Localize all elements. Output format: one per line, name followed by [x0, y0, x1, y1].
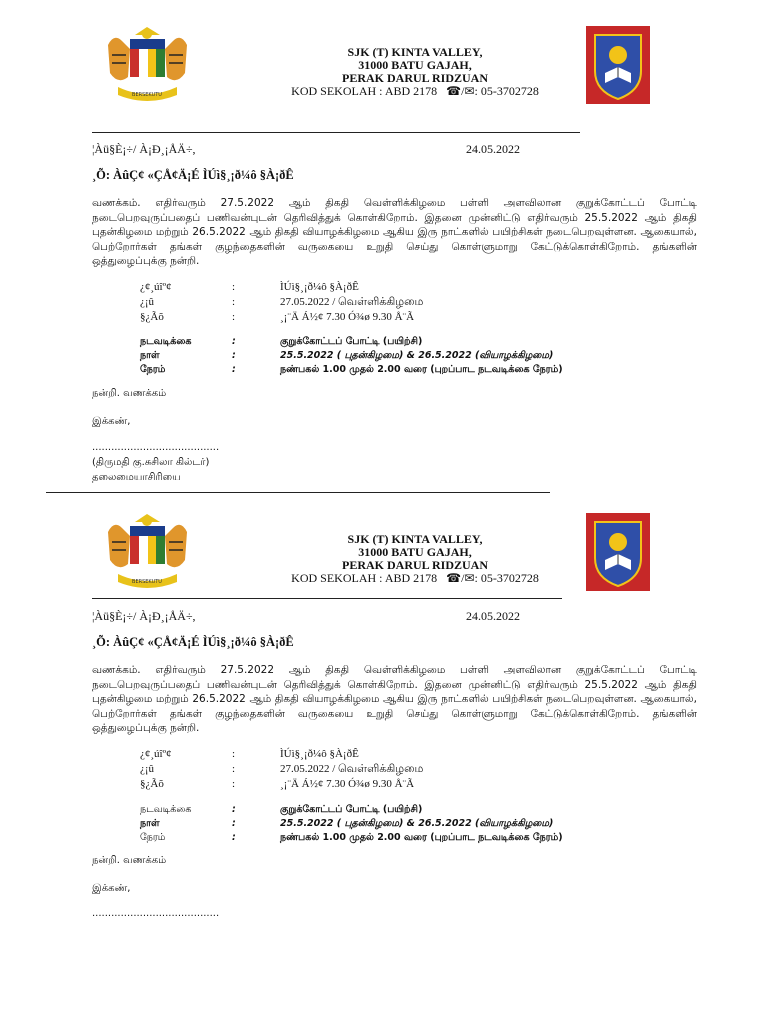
signer-name: (திருமதி கு.சுசிலா கில்டர்): [92, 457, 210, 468]
address-line-1: 31000 BATU GAJAH,: [358, 58, 472, 72]
svg-text:BERSEKUTU: BERSEKUTU: [132, 92, 162, 98]
detail-label: ¿¢¸úîº¢: [140, 748, 172, 760]
detail-sep: :: [232, 311, 236, 323]
training-label: நாள்: [140, 350, 160, 361]
letterhead: [215, 46, 615, 98]
detail-label: ¿¡û: [140, 296, 155, 308]
training-sep: :: [232, 818, 236, 829]
training-sep: :: [232, 804, 236, 815]
detail-sep: :: [232, 778, 236, 790]
signature-line: ........................................: [92, 442, 220, 453]
school-code: KOD SEKOLAH : ABD 2178: [291, 84, 438, 98]
training-label: நாள்: [140, 818, 160, 829]
signer-title: தலைமையாசிரியை: [92, 472, 181, 483]
detail-value: 27.05.2022 / வெள்ளிக்கிழமை: [280, 296, 424, 308]
signature-line: ........................................: [92, 908, 220, 919]
address-line-2: PERAK DARUL RIDZUAN: [341, 71, 488, 85]
detail-sep: :: [232, 296, 236, 308]
detail-label: ¿¢¸úîº¢: [140, 281, 172, 293]
detail-label: ¿¡û: [140, 763, 155, 775]
letterhead: [215, 533, 615, 585]
detail-label: §¿Ãõ: [140, 311, 164, 323]
recipient: ¦Àü§È¡÷/ À¡Ð¸¡ÅÄ÷,: [92, 609, 196, 623]
letter-subject: ¸Õ: ÀûÇ¢ «ÇÅ¢Ä¡É ÌÚì§¸¡ð¼ô §À¡ðÊ: [92, 168, 294, 182]
training-value: குறுக்கோட்டப் போட்டி (பயிற்சி): [280, 804, 423, 815]
header-divider: [92, 598, 562, 599]
school-crest-logo: [585, 25, 651, 105]
training-sep: :: [232, 350, 236, 361]
training-details: [140, 804, 660, 844]
phone-number: ☎/✉: 05-3702728: [446, 84, 539, 98]
svg-text:BERSEKUTU: BERSEKUTU: [132, 579, 162, 585]
letter-body: வணக்கம். எதிர்வரும் 27.5.2022 ஆம் திகதி வெள்ளிக்கிழமை பள்ளி அளவிலான குறுக்கோட்டப் போட்டி நடைபெறவுருப்பதைப் பணிவன்புடன் தெரிவித்துக் கொள்கிறோம். இதனை முன்னிட்டு எதிர்வரும் 25.5.2022 ஆம் திகதி புதன்கிழமை மற்றும் 26.5.2022 ஆம் திகதி வியாழக்கிழமை ஆகிய இரு நாட்களில் பயிற்சிகள் நடைபெறவுள்ளன. ஆகையால், பெற்றோர்கள் தங்கள் குழந்தைகளின் வருகையை உறுதி செய்து கொள்ளுமாறு கேட்டுக்கொள்கிறோம். தங்களின் ஒத்துழைப்புக்கு நன்றி.: [92, 664, 697, 734]
letter-date: 24.05.2022: [466, 142, 520, 156]
closing: நன்றி. வணக்கம்: [92, 388, 167, 399]
training-value: 25.5.2022 ( புதன்கிழமை) & 26.5.2022 (வியாழக்கிழமை): [280, 818, 554, 829]
event-details: [140, 748, 640, 791]
training-label: நேரம்: [140, 364, 166, 375]
letter-body: வணக்கம். எதிர்வரும் 27.5.2022 ஆம் திகதி வெள்ளிக்கிழமை பள்ளி அளவிலான குறுக்கோட்டப் போட்டி நடைபெறவுருப்பதைப் பணிவன்புடன் தெரிவித்துக் கொள்கிறோம். இதனை முன்னிட்டு எதிர்வரும் 25.5.2022 ஆம் திகதி புதன்கிழமை மற்றும் 26.5.2022 ஆம் திகதி வியாழக்கிழமை ஆகிய இரு நாட்களில் பயிற்சிகள் நடைபெறவுள்ளன. ஆகையால், பெற்றோர்கள் தங்கள் குழந்தைகளின் வருகையை உறுதி செய்து கொள்ளுமாறு கேட்டுக்கொள்கிறோம். தங்களின் ஒத்துழைப்புக்கு நன்றி.: [92, 197, 697, 267]
event-details: [140, 281, 640, 324]
sign-off: இக்கண்,: [92, 883, 131, 894]
malaysia-coat-of-arms-logo: [100, 512, 195, 592]
school-crest-logo: [585, 512, 651, 592]
sign-off: இக்கண்,: [92, 416, 131, 427]
closing: நன்றி. வணக்கம்: [92, 855, 167, 866]
training-sep: :: [232, 832, 236, 843]
training-value: 25.5.2022 ( புதன்கிழமை) & 26.5.2022 (வியாழக்கிழமை): [280, 350, 554, 361]
detail-value: ÌÚì§¸¡ð¼ô §À¡ðÊ: [280, 748, 359, 760]
detail-value: ¸¡¨Ä Á½¢ 7.30 Ó¾ø 9.30 Å¨Ã: [280, 311, 415, 323]
malaysia-coat-of-arms-logo: [100, 25, 195, 105]
detail-value: 27.05.2022 / வெள்ளிக்கிழமை: [280, 763, 424, 775]
address-line-1: 31000 BATU GAJAH,: [358, 545, 472, 559]
training-label: நேரம்: [140, 832, 166, 843]
recipient: ¦Àü§È¡÷/ À¡Ð¸¡ÅÄ÷,: [92, 142, 196, 156]
detail-sep: :: [232, 763, 236, 775]
address-line-2: PERAK DARUL RIDZUAN: [341, 558, 488, 572]
detail-sep: :: [232, 748, 236, 760]
school-name: SJK (T) KINTA VALLEY,: [347, 532, 483, 546]
phone-number: ☎/✉: 05-3702728: [446, 571, 539, 585]
training-sep: :: [232, 336, 236, 347]
training-sep: :: [232, 364, 236, 375]
training-value: நண்பகல் 1.00 முதல் 2.00 வரை (புறப்பாட நடவடிக்கை நேரம்): [280, 832, 563, 843]
training-label: நடவடிக்கை: [140, 336, 192, 347]
training-label: நடவடிக்கை: [140, 804, 192, 815]
detail-sep: :: [232, 281, 236, 293]
header-divider: [92, 132, 580, 133]
detail-value: ¸¡¨Ä Á½¢ 7.30 Ó¾ø 9.30 Å¨Ã: [280, 778, 415, 790]
training-details: [140, 336, 660, 376]
detail-label: §¿Ãõ: [140, 778, 164, 790]
school-code: KOD SEKOLAH : ABD 2178: [291, 571, 438, 585]
letter-subject: ¸Õ: ÀûÇ¢ «ÇÅ¢Ä¡É ÌÚì§¸¡ð¼ô §À¡ðÊ: [92, 635, 294, 649]
letter-date: 24.05.2022: [466, 609, 520, 623]
training-value: குறுக்கோட்டப் போட்டி (பயிற்சி): [280, 336, 423, 347]
detail-value: ÌÚì§¸¡ð¼ô §À¡ðÊ: [280, 281, 359, 293]
training-value: நண்பகல் 1.00 முதல் 2.00 வரை (புறப்பாட நடவடிக்கை நேரம்): [280, 364, 563, 375]
school-name: SJK (T) KINTA VALLEY,: [347, 45, 483, 59]
tear-off-divider: [46, 492, 550, 493]
